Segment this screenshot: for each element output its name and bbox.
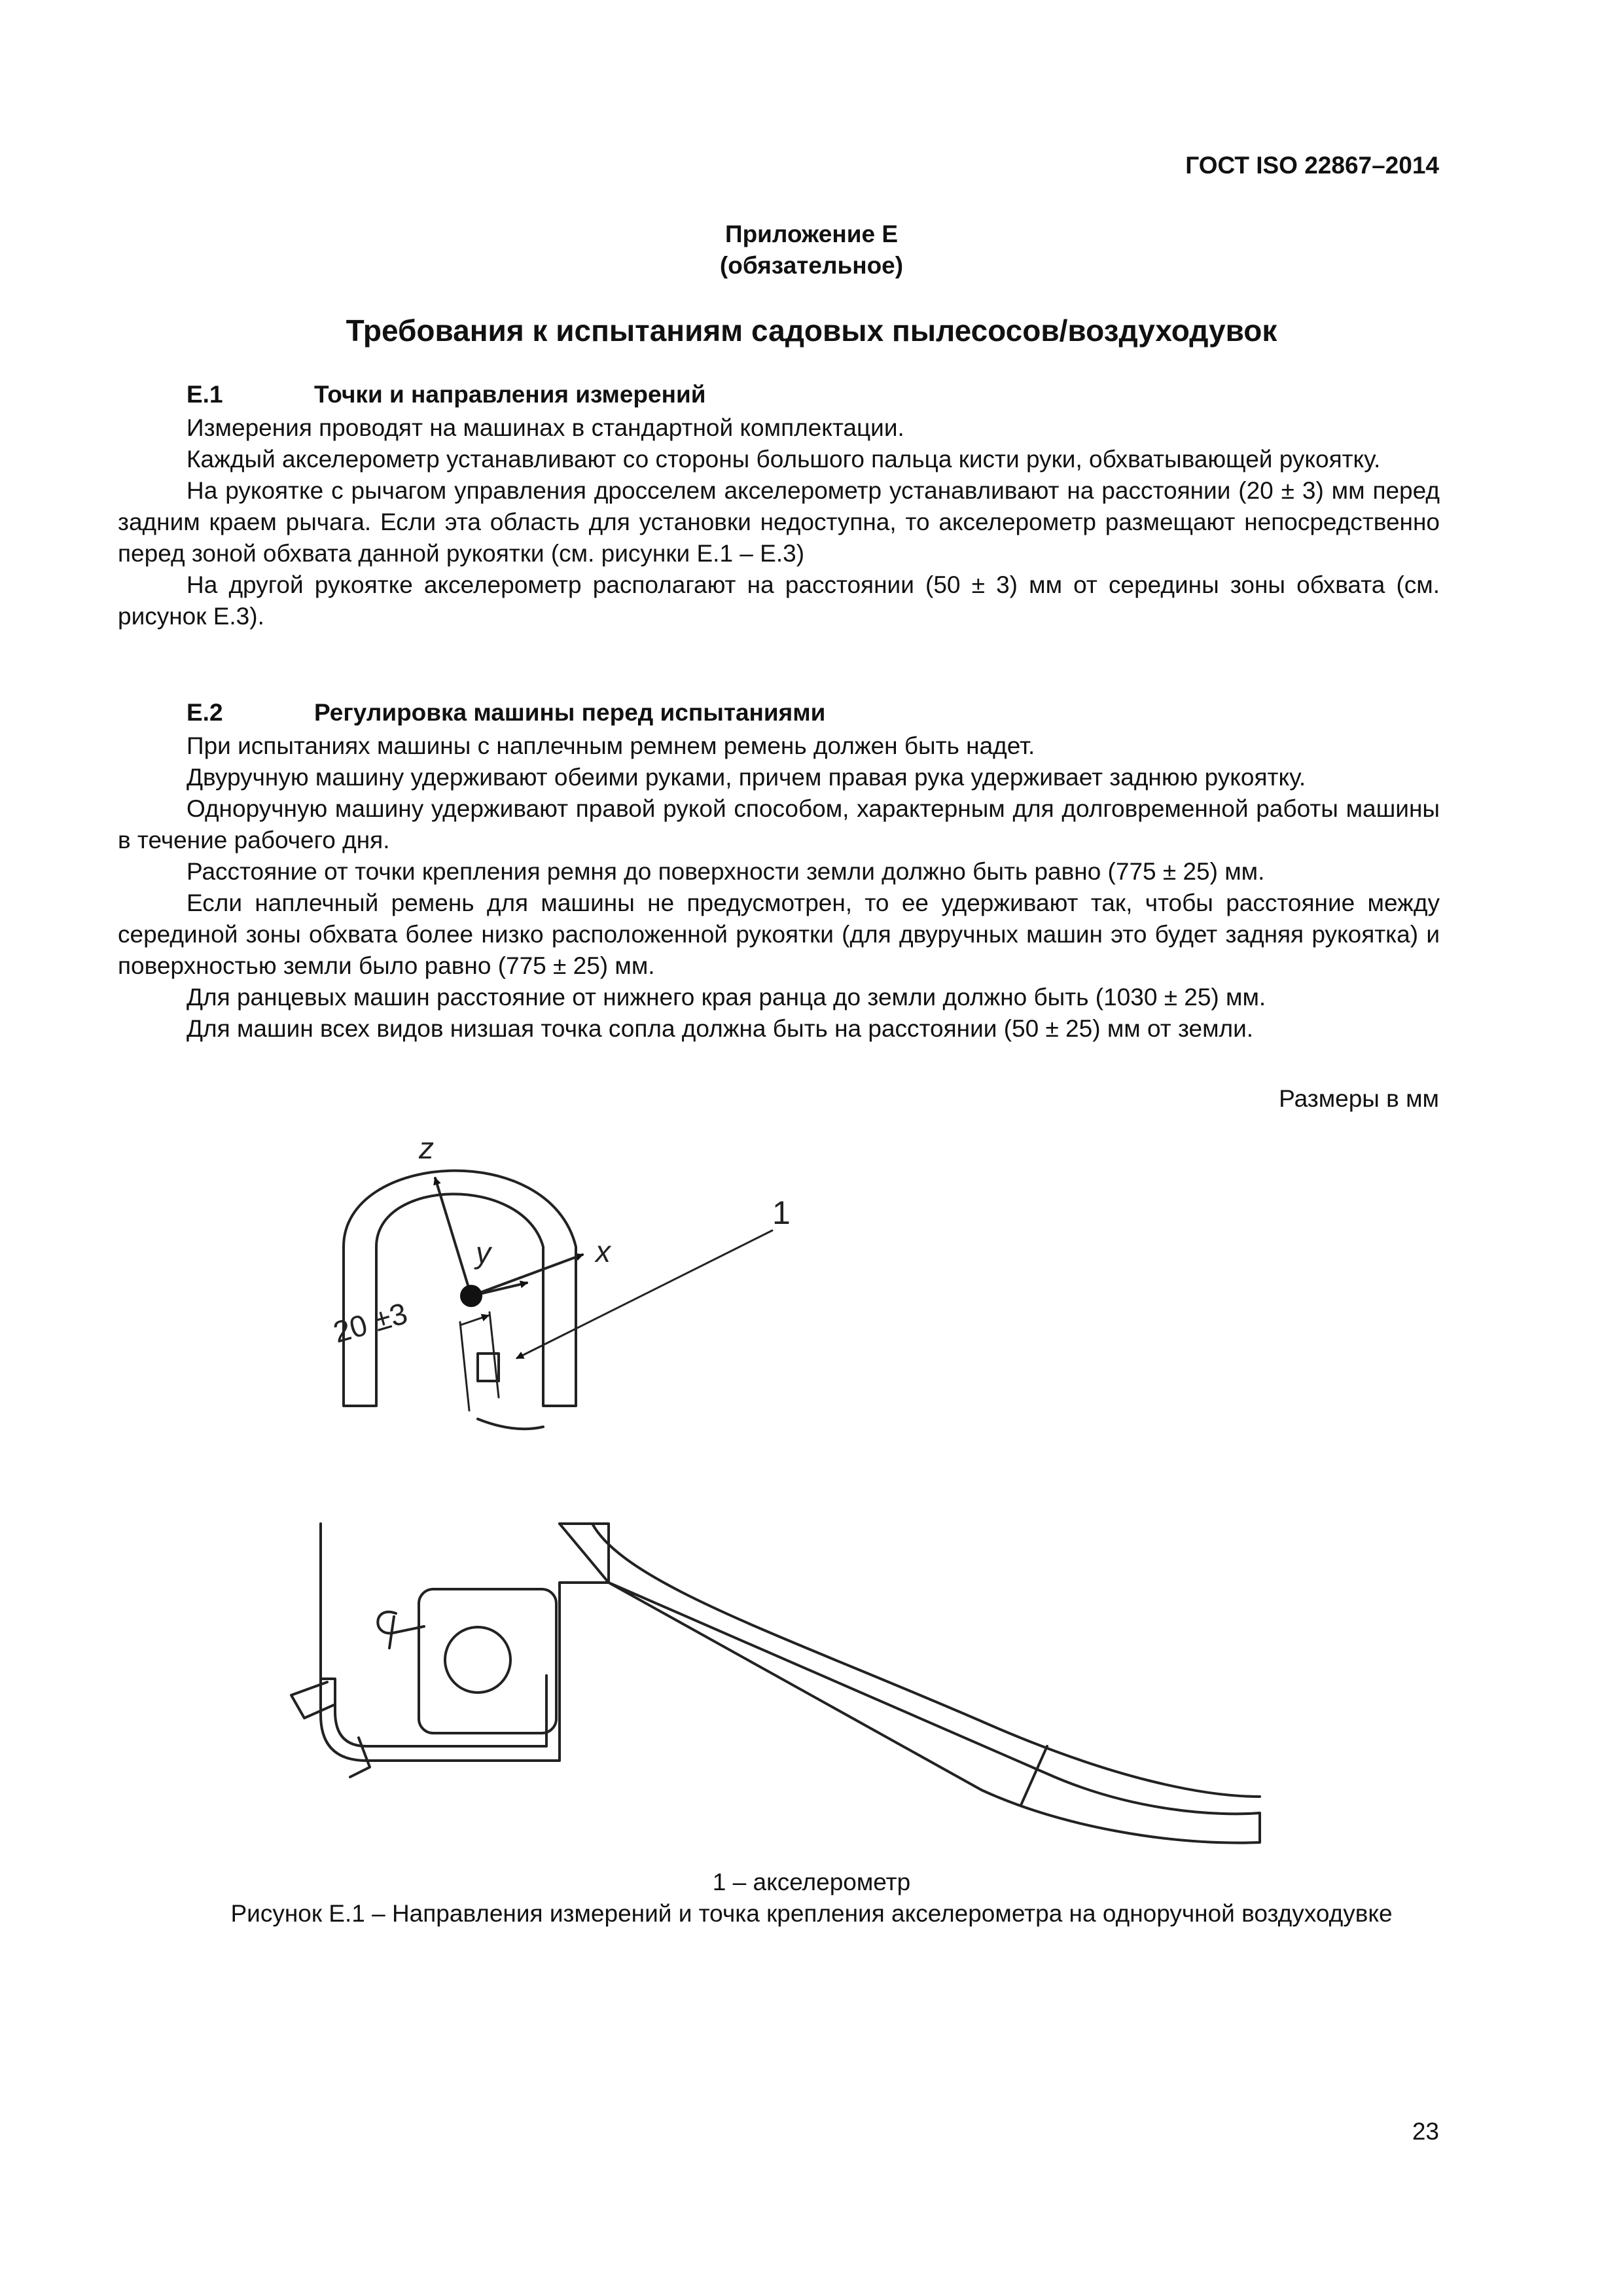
paragraph: Для машин всех видов низшая точка сопла должна быть на расстоянии (50 ± 25) мм от земли. bbox=[187, 1015, 1254, 1042]
handle-outline bbox=[344, 1171, 576, 1406]
callout-leader bbox=[517, 1230, 772, 1358]
section-number: Е.1 bbox=[187, 381, 223, 408]
figure-caption: Рисунок Е.1 – Направления измерений и точка крепления акселерометра на одноручной воздуходувке bbox=[230, 1900, 1393, 1927]
starter-handle bbox=[378, 1612, 424, 1634]
callout-number: 1 bbox=[772, 1194, 791, 1231]
paragraph: На другой рукоятке акселерометр располагают на расстоянии (50 ± 3) мм от середины зоны обхвата (см. рисунок Е.3). bbox=[118, 571, 1440, 630]
throttle-lever bbox=[478, 1419, 543, 1429]
paragraph: Одноручную машину удерживают правой рукой способом, характерным для долговременной работы машины в течение рабочего дня. bbox=[118, 795, 1440, 853]
engine-cover bbox=[419, 1589, 556, 1733]
page-title: Требования к испытаниям садовых пылесосов/воздуходувок bbox=[346, 314, 1277, 348]
paragraph: Для ранцевых машин расстояние от нижнего края ранца до земли должно быть (1030 ± 25) мм. bbox=[187, 984, 1266, 1011]
paragraph: Если наплечный ремень для машины не предусмотрен, то ее удерживают так, чтобы расстояние между серединой зоны обхвата более низко расположенной рукоятки (для двуручных машин это будет задняя рукоятка) и поверхностью земли было равно (775 ± 25) мм. bbox=[118, 889, 1440, 979]
annex-status: (обязательное) bbox=[719, 252, 904, 279]
dimensions-note: Размеры в мм bbox=[1279, 1085, 1439, 1112]
axis-z-label: z bbox=[419, 1131, 434, 1165]
blower-tube bbox=[560, 1524, 1260, 1843]
section-title: Регулировка машины перед испытаниями bbox=[314, 699, 826, 726]
document-header: ГОСТ ISO 22867–2014 bbox=[1185, 152, 1439, 179]
figure-legend: 1 – акселерометр bbox=[712, 1869, 911, 1895]
intake-nozzle bbox=[291, 1682, 334, 1718]
engine-circle bbox=[445, 1627, 510, 1693]
paragraph: Измерения проводят на машинах в стандартной комплектации. bbox=[187, 414, 904, 441]
paragraph: Расстояние от точки крепления ремня до поверхности земли должно быть равно (775 ± 25) мм. bbox=[187, 858, 1265, 885]
annex-label: Приложение Е bbox=[724, 221, 899, 247]
paragraph: Каждый акселерометр устанавливают со стороны большого пальца кисти руки, обхватывающей рукоятку. bbox=[187, 446, 1381, 473]
axis-y-label: y bbox=[476, 1236, 491, 1270]
paragraph: Двуручную машину удерживают обеими руками, причем правая рука удерживает заднюю рукоятку. bbox=[187, 764, 1306, 791]
section-number: Е.2 bbox=[187, 699, 223, 726]
dimension-label: 20 ±3 bbox=[329, 1295, 412, 1350]
paragraph: При испытаниях машины с наплечным ремнем ремень должен быть надет. bbox=[187, 732, 1035, 759]
section-title: Точки и направления измерений bbox=[314, 381, 706, 408]
axis-x-label: x bbox=[596, 1234, 611, 1268]
measurement-point bbox=[460, 1285, 482, 1307]
housing-outline bbox=[321, 1524, 609, 1761]
paragraph: На рукоятке с рычагом управления дросселем акселерометр устанавливают на расстоянии (20 ± 3) мм перед задним краем рычага. Если эта область для установки недоступна, то акселерометр размещают непосредственно перед зоной обхвата данной рукоятки (см. рисунки Е.1 – Е.3) bbox=[118, 477, 1440, 567]
page-number: 23 bbox=[1412, 2118, 1439, 2145]
